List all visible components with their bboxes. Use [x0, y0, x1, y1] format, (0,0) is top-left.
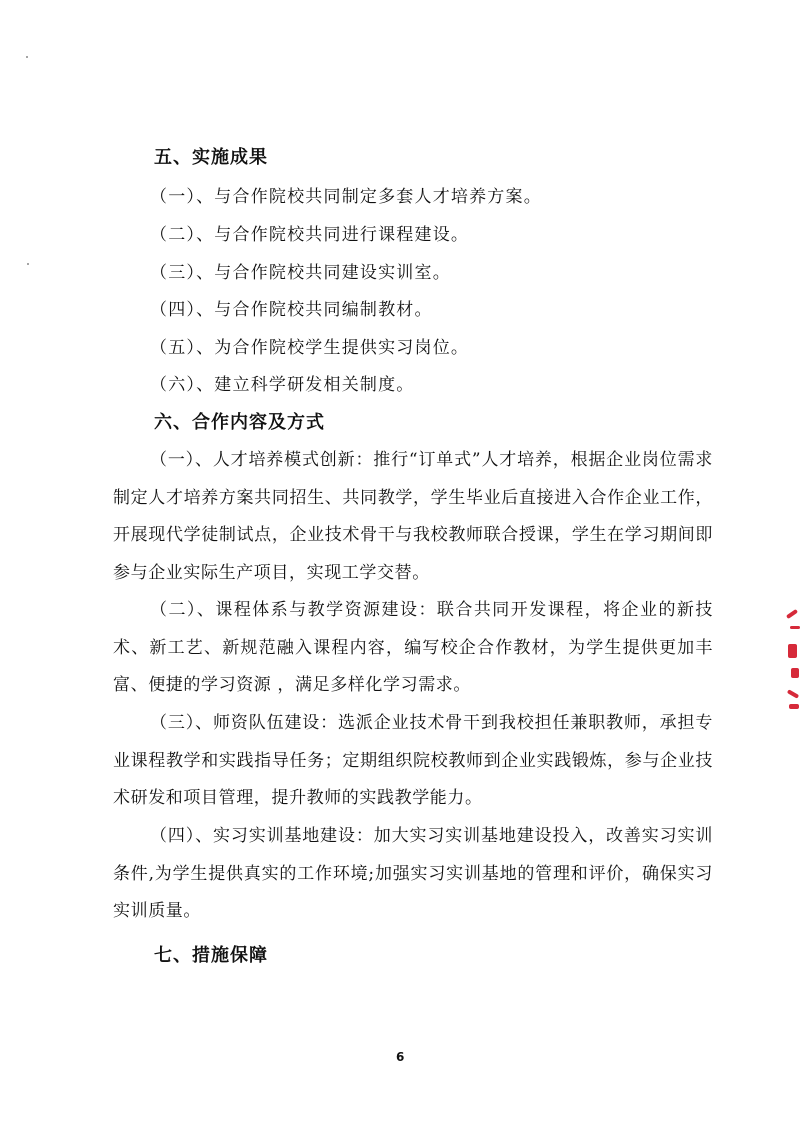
section-6-paragraph-3: （三）、师资队伍建设：选派企业技术骨干到我校担任兼职教师，承担专业课程教学和实践指导任务；定期组织院校教师到企业实践锻炼，参与企业技术研发和项目管理，提升教师的实践教学能力。 — [113, 713, 713, 808]
scan-speck — [26, 56, 28, 58]
seal-stamp-fragment — [782, 606, 800, 716]
page-number: 6 — [396, 1050, 405, 1064]
section-6-paragraph-4: （四）、实习实训基地建设：加大实习实训基地建设投入，改善实习实训条件,为学生提供真实的工作环境;加强实习实训基地的管理和评价，确保实习实训质量。 — [113, 826, 713, 921]
section-6-heading: 六、合作内容及方式 — [154, 412, 325, 433]
section-5-item-3: （三）、与合作院校共同建设实训室。 — [150, 263, 451, 283]
section-6-paragraph-2: （二）、课程体系与教学资源建设：联合共同开发课程，将企业的新技术、新工艺、新规范融入课程内容，编写校企合作教材，为学生提供更加丰富、便捷的学习资源 ，满足多样化学习需求。 — [113, 600, 713, 695]
section-5-item-1: （一）、与合作院校共同制定多套人才培养方案。 — [150, 187, 542, 207]
section-7-heading: 七、措施保障 — [154, 945, 268, 966]
scan-speck — [27, 263, 29, 265]
section-6-paragraph-1: （一）、人才培养模式创新：推行“订单式”人才培养，根据企业岗位需求制定人才培养方案共同招生、共同教学，学生毕业后直接进入合作企业工作，开展现代学徒制试点，企业技术骨干与我校教师联合授课，学生在学习期间即参与企业实际生产项目，实现工学交替。 — [113, 450, 713, 583]
section-5-item-5: （五）、为合作院校学生提供实习岗位。 — [150, 338, 470, 358]
section-5-item-4: （四）、与合作院校共同编制教材。 — [150, 300, 433, 320]
section-5-heading: 五、实施成果 — [154, 147, 268, 168]
section-5-item-6: （六）、建立科学研发相关制度。 — [150, 375, 415, 395]
section-5-item-2: （二）、与合作院校共同进行课程建设。 — [150, 225, 470, 245]
